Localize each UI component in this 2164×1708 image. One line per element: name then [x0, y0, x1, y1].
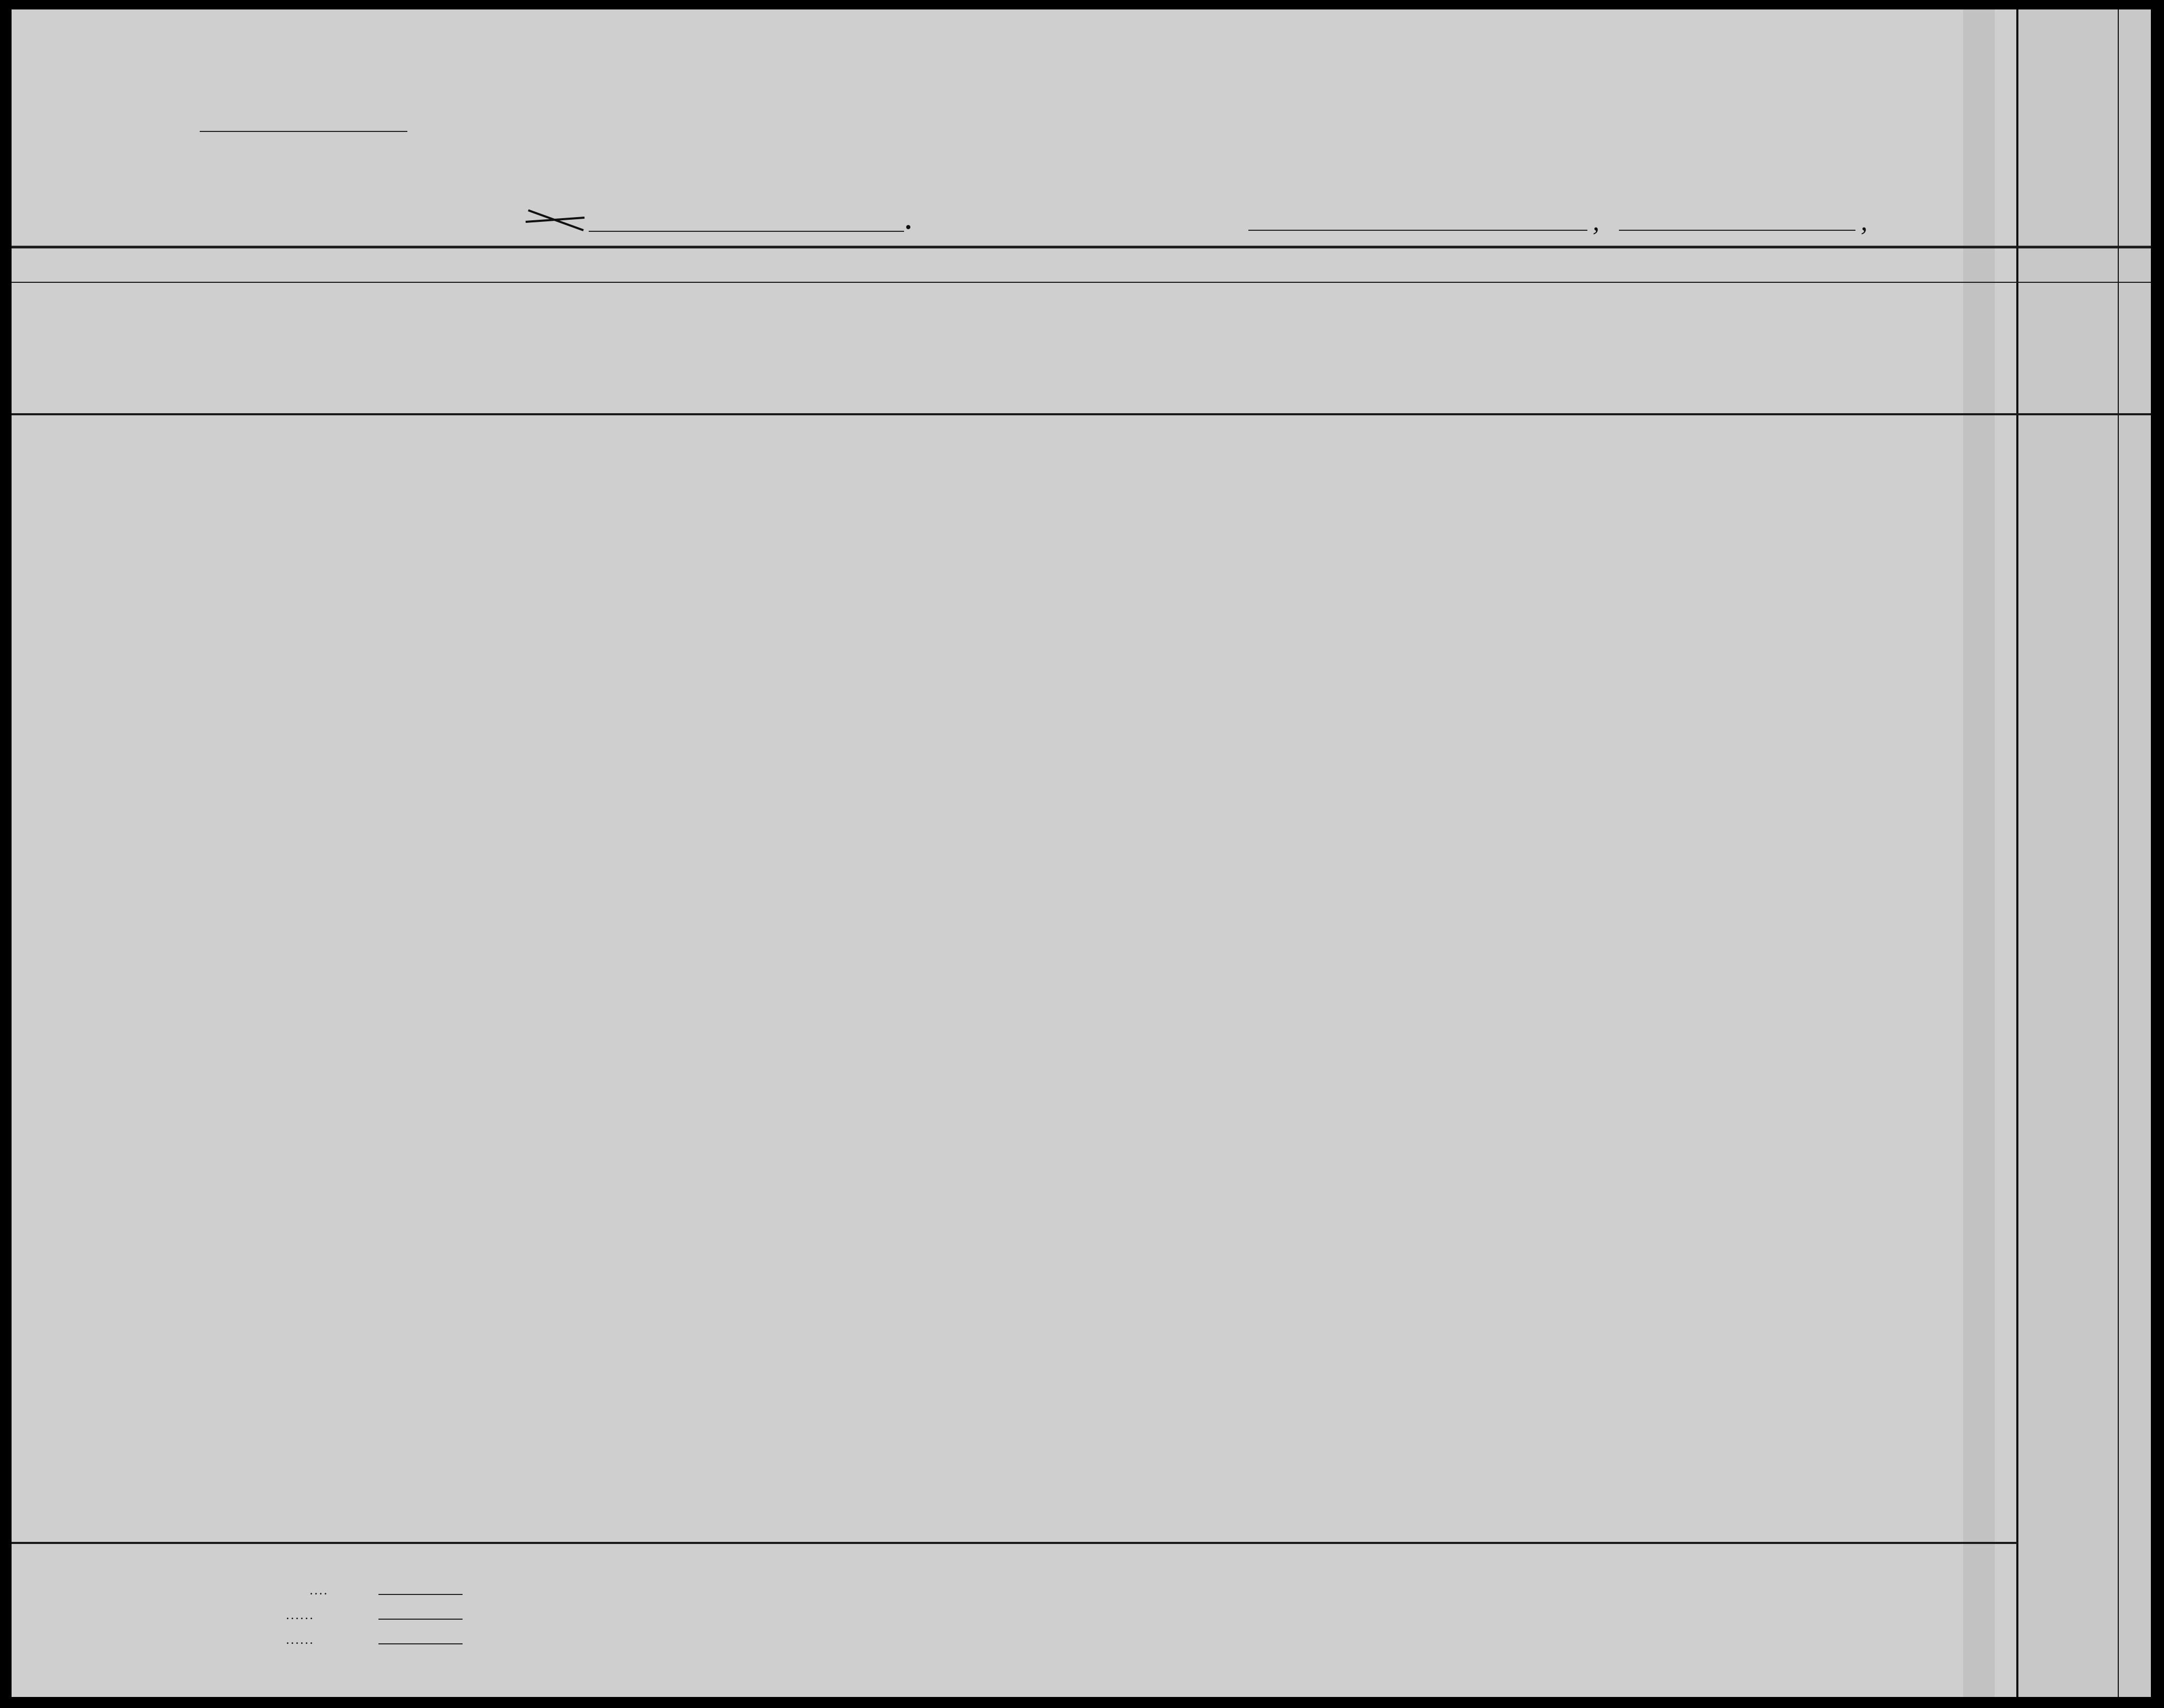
- svg-text:. . . . . .: . . . . . .: [286, 1611, 313, 1621]
- paper: [12, 9, 2151, 1697]
- svg-text:,: ,: [1593, 207, 1599, 237]
- svg-text:. . . .: . . . .: [310, 1586, 327, 1597]
- svg-text:,: ,: [1861, 207, 1868, 237]
- svg-text:. . . . . .: . . . . . .: [286, 1635, 313, 1646]
